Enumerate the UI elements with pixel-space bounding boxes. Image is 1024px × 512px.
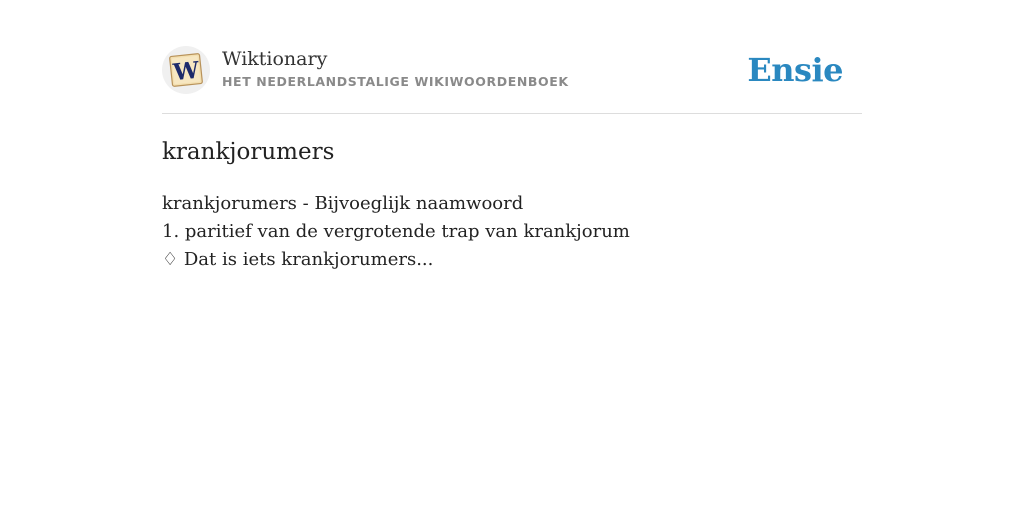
entry-definition-line: 1. paritief van de vergrotende trap van krankjorum: [162, 221, 630, 242]
svg-text:W: W: [171, 56, 201, 87]
site-header: [162, 46, 862, 114]
entry-example-line: ♢ Dat is iets krankjorumers...: [162, 249, 434, 270]
ensie-brand-link[interactable]: Ensie: [747, 51, 843, 89]
wiktionary-logo[interactable]: [162, 46, 210, 94]
site-tagline: HET NEDERLANDSTALIGE WIKIWOORDENBOEK: [222, 74, 569, 89]
page-title: krankjorumers: [162, 139, 335, 165]
entry-definition: [162, 190, 862, 274]
wiktionary-w-tile-icon: [162, 46, 210, 94]
entry-heading-line: krankjorumers - Bijvoeglijk naamwoord: [162, 193, 524, 214]
site-name[interactable]: Wiktionary: [222, 48, 328, 70]
